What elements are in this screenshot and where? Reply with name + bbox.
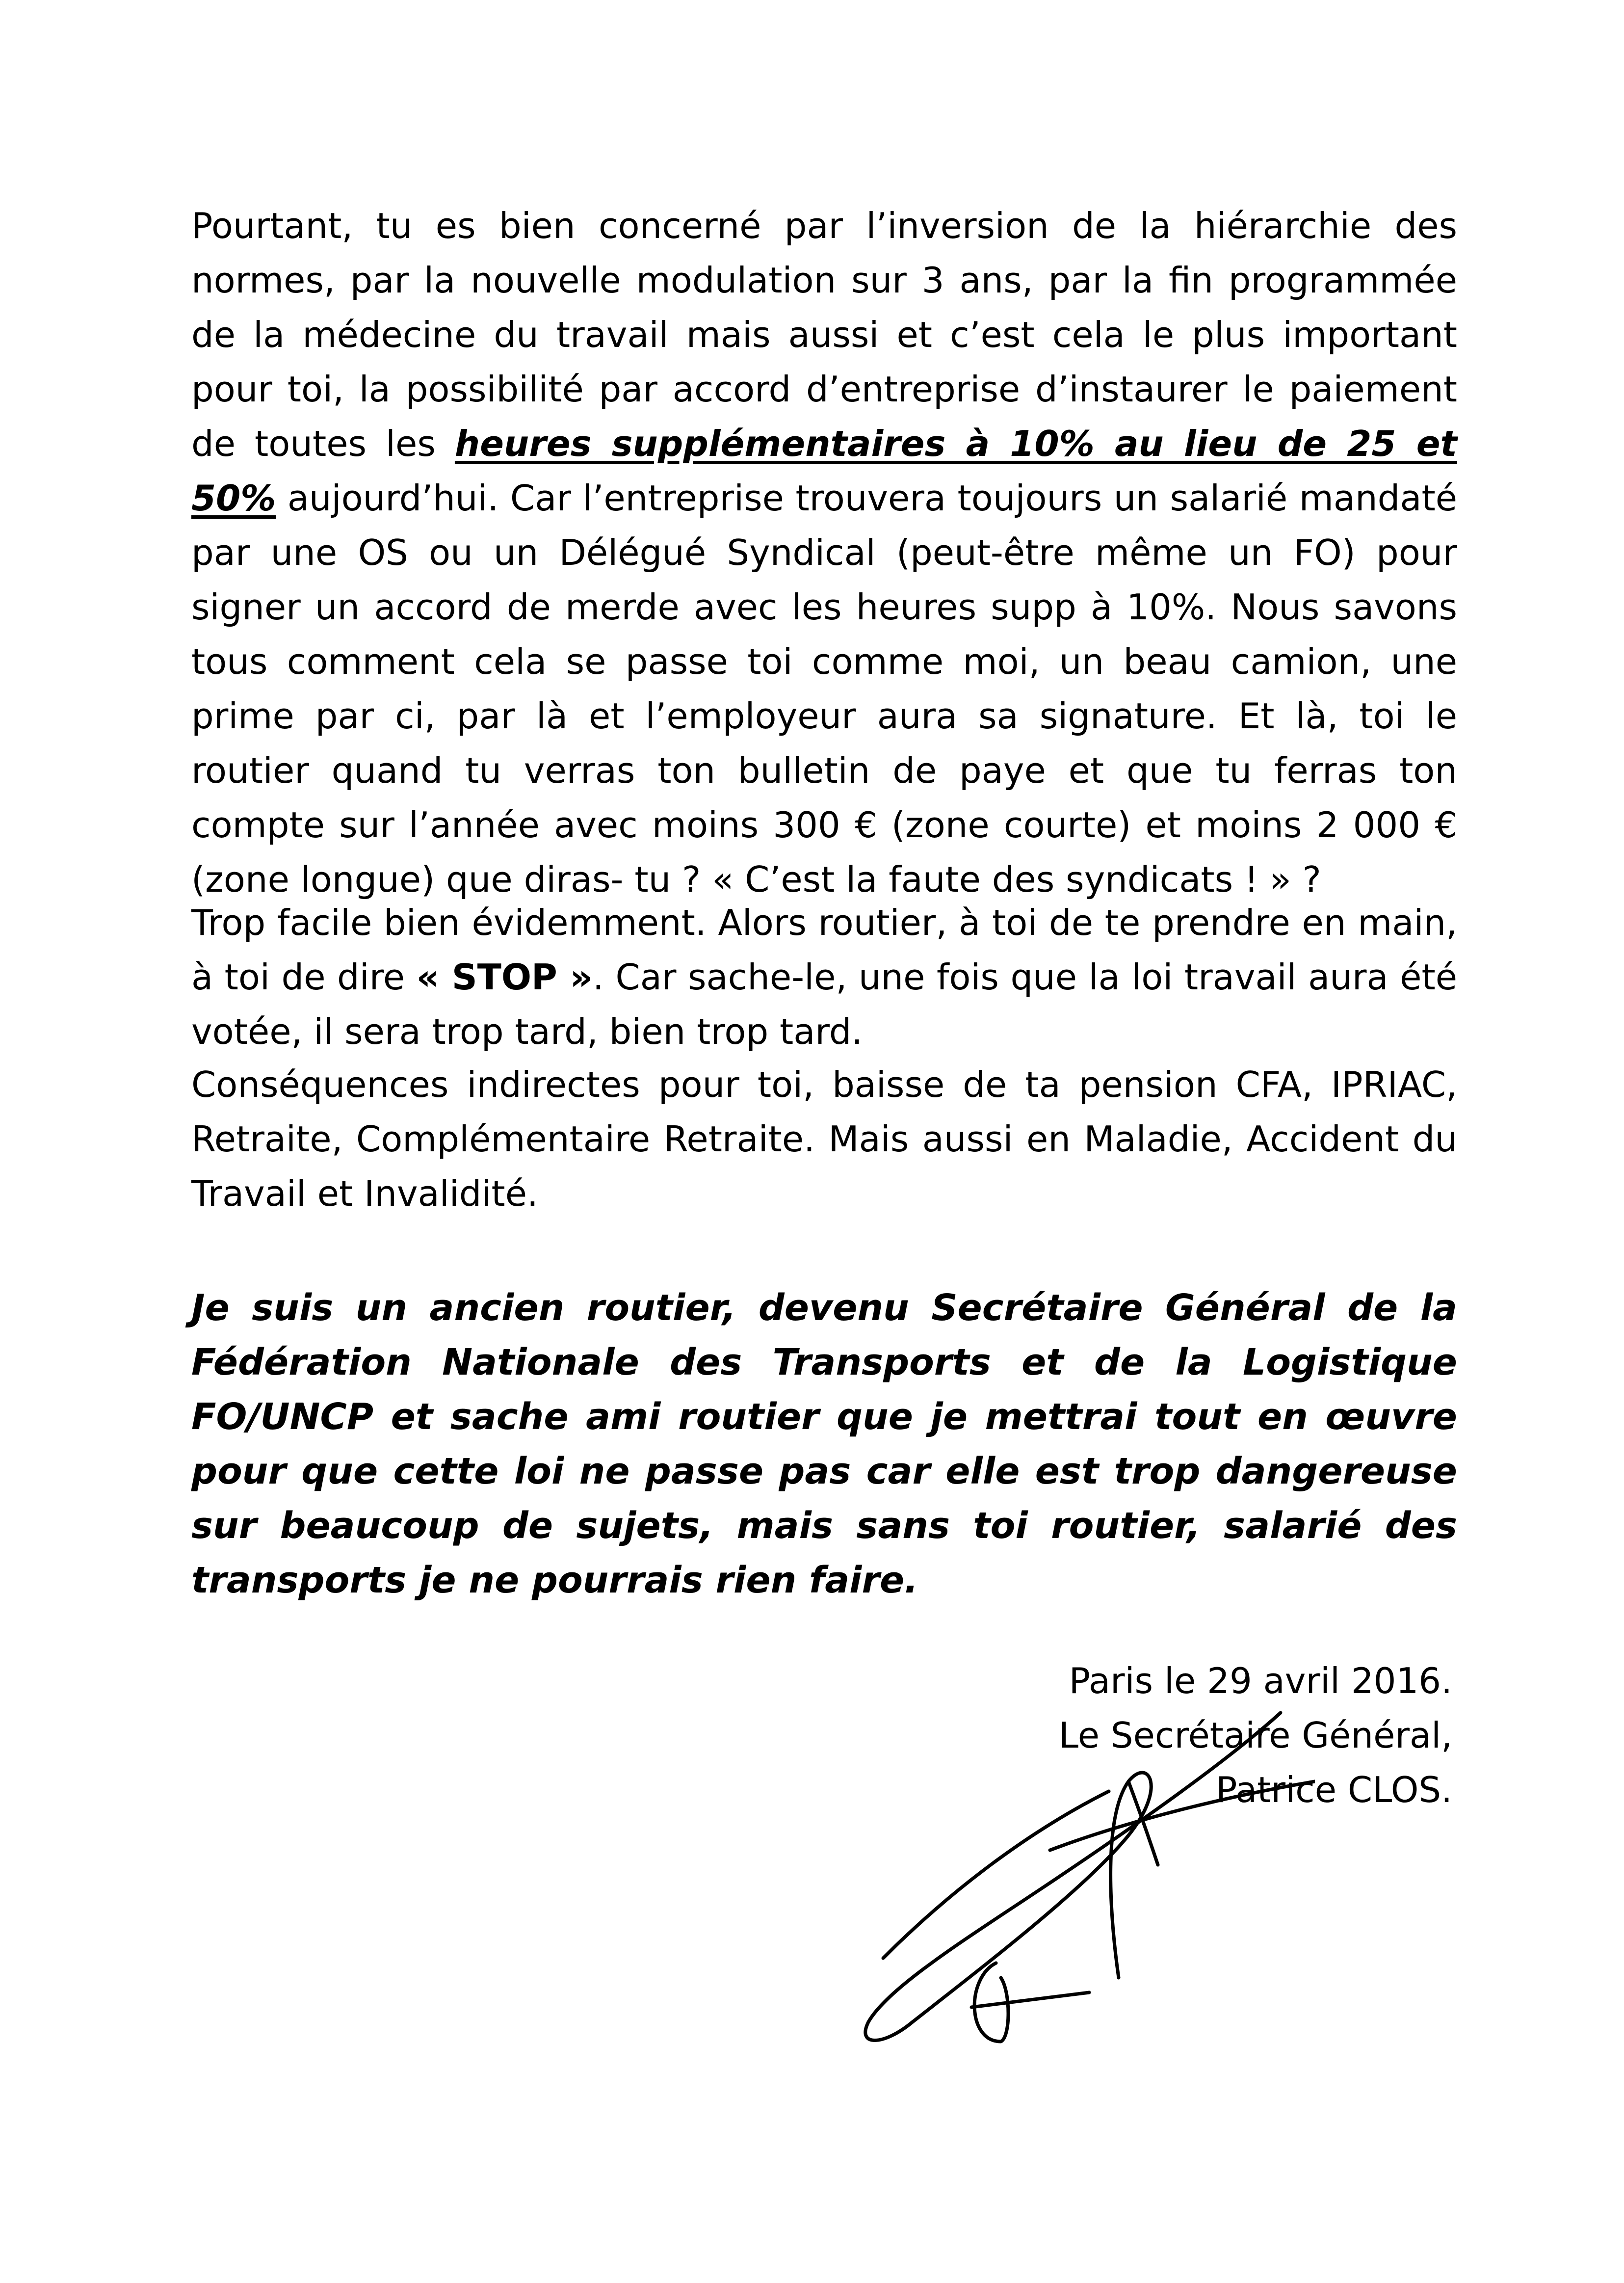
paragraph-text: . Car sache-le, une fois que la loi travail aura été votée, il sera trop tard, bien trop tard. (191, 956, 1457, 1052)
paragraph-text: aujourd’hui. Car l’entreprise trouvera toujours un salarié mandaté par une OS ou un Délégué Syndical (peut-être même un FO) pour signer un accord de merde avec les heures supp à 10%. Nous savons tous comment cela se passe toi comme moi, un beau camion, une prime par ci, par là et l’employeur aura sa signature. Et là, toi le routier quand tu verras ton bulletin de paye et que tu ferras ton compte sur l’année avec moins 300 € (zone courte) et moins 2 000 € (zone longue) que diras- tu ? « C’est la faute des syndicats ! » ? (191, 478, 1457, 900)
paragraph-overtime (191, 199, 1457, 907)
overtime-emphasis: heures supplémentaires à 10% au lieu de 25 et 50% (191, 423, 1457, 519)
stop-emphasis: « STOP » (416, 956, 593, 998)
place-date: Paris le 29 avril 2016. (1069, 1660, 1452, 1701)
signatory-name: Patrice CLOS. (1216, 1769, 1452, 1810)
closing-statement: Je suis un ancien routier, devenu Secrétaire Général de la Fédération Nationale des Transports et de la Logistique FO/UNCP et sache ami routier que je mettrai tout en œuvre pour que cette loi ne passe pas car elle est trop dangereuse sur beaucoup de sujets, mais sans toi routier, salarié des transports je ne pourrais rien faire. (191, 1287, 1457, 1601)
paragraph-text: Trop facile bien évidemment. Alors routier, à toi de te prendre en main, à toi de dire (191, 902, 1457, 998)
paragraph-consequences: Conséquences indirectes pour toi, baisse de ta pension CFA, IPRIAC, Retraite, Complémentaire Retraite. Mais aussi en Maladie, Accident du Travail et Invalidité. (191, 1064, 1457, 1214)
handwritten-signature (854, 1703, 1315, 2056)
paragraph-stop (191, 896, 1457, 1059)
signatory-title: Le Secrétaire Général, (1058, 1715, 1452, 1756)
paragraph-text: Pourtant, tu es bien concerné par l’inversion de la hiérarchie des normes, par la nouvelle modulation sur 3 ans, par la fin programmée de la médecine du travail mais aussi et c’est cela le plus important pour toi, la possibilité par accord d’entreprise d’instaurer le paiement de toutes les (191, 205, 1457, 464)
